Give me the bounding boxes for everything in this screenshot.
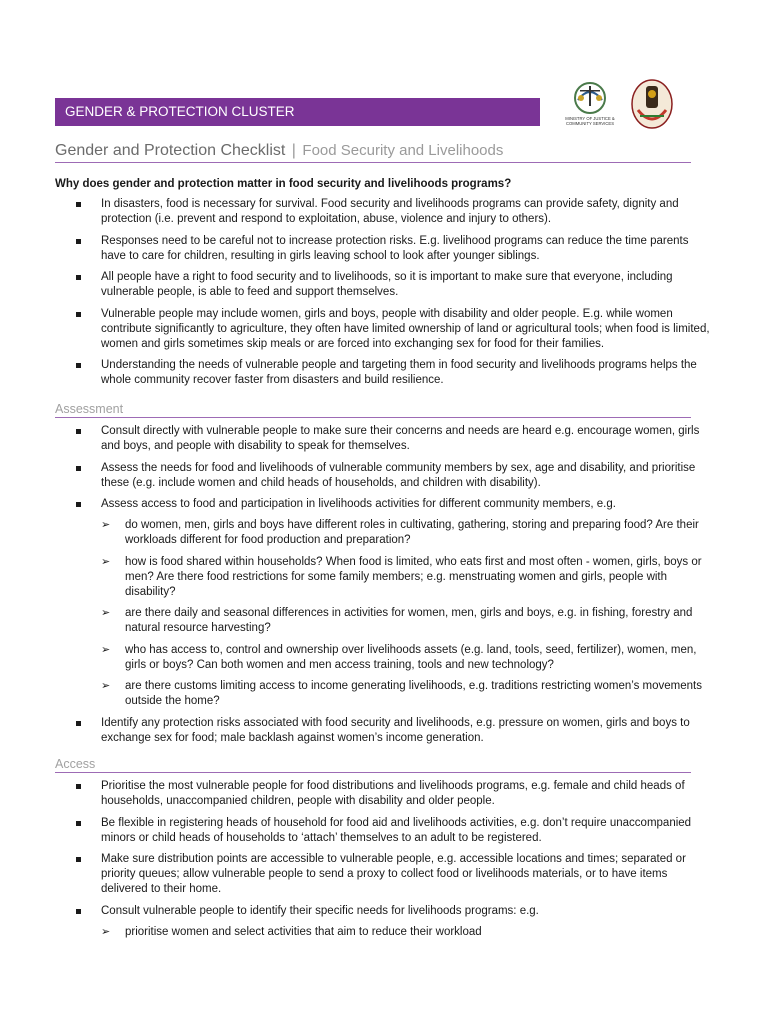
bullet-icon — [76, 502, 81, 507]
list-item: In disasters, food is necessary for survival. Food security and livelihoods programs can provide safety, dignity and protection (i.e. prevent and respond to exploitation, abuse, violence and injury to others). — [55, 197, 715, 227]
sub-list-item: ➢ do women, men, girls and boys have different roles in cultivating, gathering, storing and preparing food? Are their workloads different for food production and preparation? — [101, 519, 699, 546]
sub-list-item: ➢ are there daily and seasonal differences in activities for women, men, girls and boys, e.g. in fishing, forestry and natural resource harvesting? — [101, 607, 693, 634]
assessment-sub-list — [101, 518, 715, 709]
coat-of-arms-logo — [632, 80, 672, 128]
list-item: Assess access to food and participation in livelihoods activities for different community members, e.g. ➢ do women, men, girls and boys have different roles in cultivating, gathering, storing and preparing food? Are their workloads different for food production and preparation? ➢ how is food shared within households? When food is limited, who eats first and most often - women, girls, boys or men? Are there food restrictions for some family members; e.g. menstruating women and girls, people with disability? ➢ are there daily and seasonal differences in activities for women, men, girls and boys, e.g. in fishing, forestry and natural resource harvesting? ➢ who has access to, control and ownership over livelihoods assets (e.g. land, tools, seed, fertilizer), women, men, girls or boys? Can both women and men access training, tools and new technology? ➢ are there customs limiting access to income generating livelihoods, e.g. traditions restricting women’s movements outside the home? — [55, 497, 715, 709]
arrow-bullet-icon: ➢ — [101, 555, 111, 568]
bullet-icon — [76, 363, 81, 368]
access-divider — [55, 772, 691, 773]
ministry-justice-logo — [565, 83, 615, 126]
logo-caption-2: COMMUNITY SERVICES — [565, 121, 615, 126]
bullet-icon — [76, 466, 81, 471]
bullet-icon — [76, 784, 81, 789]
logos — [560, 76, 680, 136]
list-item: Understanding the needs of vulnerable people and targeting them in food security and livelihoods programs helps the whole community recover faster from disasters and build resilience. — [55, 358, 715, 388]
bullet-icon — [76, 202, 81, 207]
list-item: Responses need to be careful not to increase protection risks. E.g. livelihood programs can reduce the time parents have to care for children, resulting in girls leaving school to look after younger siblings. — [55, 234, 715, 264]
sub-list-item: ➢ prioritise women and select activities that aim to reduce their workload — [101, 925, 482, 938]
sub-list-item: ➢ how is food shared within households? When food is limited, who eats first and most often - women, girls, boys or men? Are there food restrictions for some family members; e.g. menstruating women and girls, people with disability? — [101, 555, 702, 598]
bullet-icon — [76, 275, 81, 280]
assessment-divider — [55, 417, 691, 418]
list-item: Prioritise the most vulnerable people for food distributions and livelihoods programs, e.g. female and child heads of households, unaccompanied children, people with disability and older people. — [55, 779, 715, 809]
bullet-icon — [76, 909, 81, 914]
list-item: Be flexible in registering heads of household for food aid and livelihoods activities, e.g. don’t require unaccompanied minors or child heads of households to ‘attach’ themselves to an adult to be registered. — [55, 816, 715, 846]
title-divider — [55, 162, 691, 163]
intro-bullet-list — [55, 197, 715, 395]
list-item: Vulnerable people may include women, girls and boys, people with disability and older people. E.g. while women contribute significantly to agriculture, they often have limited ownership of land or agricultural tools; when food is limited, women and girls sometimes skip meals or are forced into exchanging sex for food for their families. — [55, 307, 715, 352]
logo-caption-1: MINISTRY OF JUSTICE & — [565, 116, 615, 121]
intro-question: Why does gender and protection matter in food security and livelihoods programs? — [55, 178, 512, 190]
sub-list-item: ➢ are there customs limiting access to income generating livelihoods, e.g. traditions restricting women’s movements outside the home? — [101, 680, 702, 707]
bullet-icon — [76, 429, 81, 434]
bullet-icon — [76, 721, 81, 726]
arrow-bullet-icon: ➢ — [101, 607, 111, 619]
title-subtitle: Food Security and Livelihoods — [302, 142, 504, 159]
bullet-icon — [76, 857, 81, 862]
cluster-banner: GENDER & PROTECTION CLUSTER — [55, 98, 540, 126]
access-sub-list — [101, 925, 715, 940]
list-item: Assess the needs for food and livelihoods of vulnerable community members by sex, age and disability, and prioritise these (e.g. include women and child heads of households, and children with disability). — [55, 461, 715, 491]
list-item: All people have a right to food security and to livelihoods, so it is important to make sure that everyone, including vulnerable people, is able to feed and support themselves. — [55, 270, 715, 300]
bullet-icon — [76, 312, 81, 317]
sub-list-item: ➢ who has access to, control and ownership over livelihoods assets (e.g. land, tools, seed, fertilizer), women, men, girls or boys? Can both women and men access training, tools and new technology? — [101, 643, 697, 671]
access-heading: Access — [55, 757, 96, 771]
arrow-bullet-icon: ➢ — [101, 680, 111, 692]
access-bullet-list — [55, 779, 715, 946]
assessment-heading: Assessment — [55, 402, 124, 416]
assessment-bullet-list — [55, 424, 715, 752]
list-item: Make sure distribution points are accessible to vulnerable people, e.g. accessible locations and times; separated or priority queues; allow vulnerable people to send a proxy to collect food or livelihoods materials, or to have items delivered to their home. — [55, 852, 715, 897]
arrow-bullet-icon: ➢ — [101, 519, 111, 531]
document-title — [55, 142, 503, 160]
title-main: Gender and Protection Checklist — [55, 142, 286, 159]
arrow-bullet-icon: ➢ — [101, 925, 111, 938]
list-item: Identify any protection risks associated with food security and livelihoods, e.g. pressure on women, girls and boys to exchange sex for food; male backlash against women’s income generation. — [55, 716, 715, 746]
list-item: Consult vulnerable people to identify their specific needs for livelihoods programs: e.g. ➢ prioritise women and select activities that aim to reduce their workload — [55, 904, 715, 940]
title-separator: | — [291, 142, 296, 159]
list-item: Consult directly with vulnerable people to make sure their concerns and needs are heard e.g. encourage women, girls and boys, and people with disability to speak for themselves. — [55, 424, 715, 454]
bullet-icon — [76, 821, 81, 826]
arrow-bullet-icon: ➢ — [101, 643, 111, 656]
bullet-icon — [76, 239, 81, 244]
